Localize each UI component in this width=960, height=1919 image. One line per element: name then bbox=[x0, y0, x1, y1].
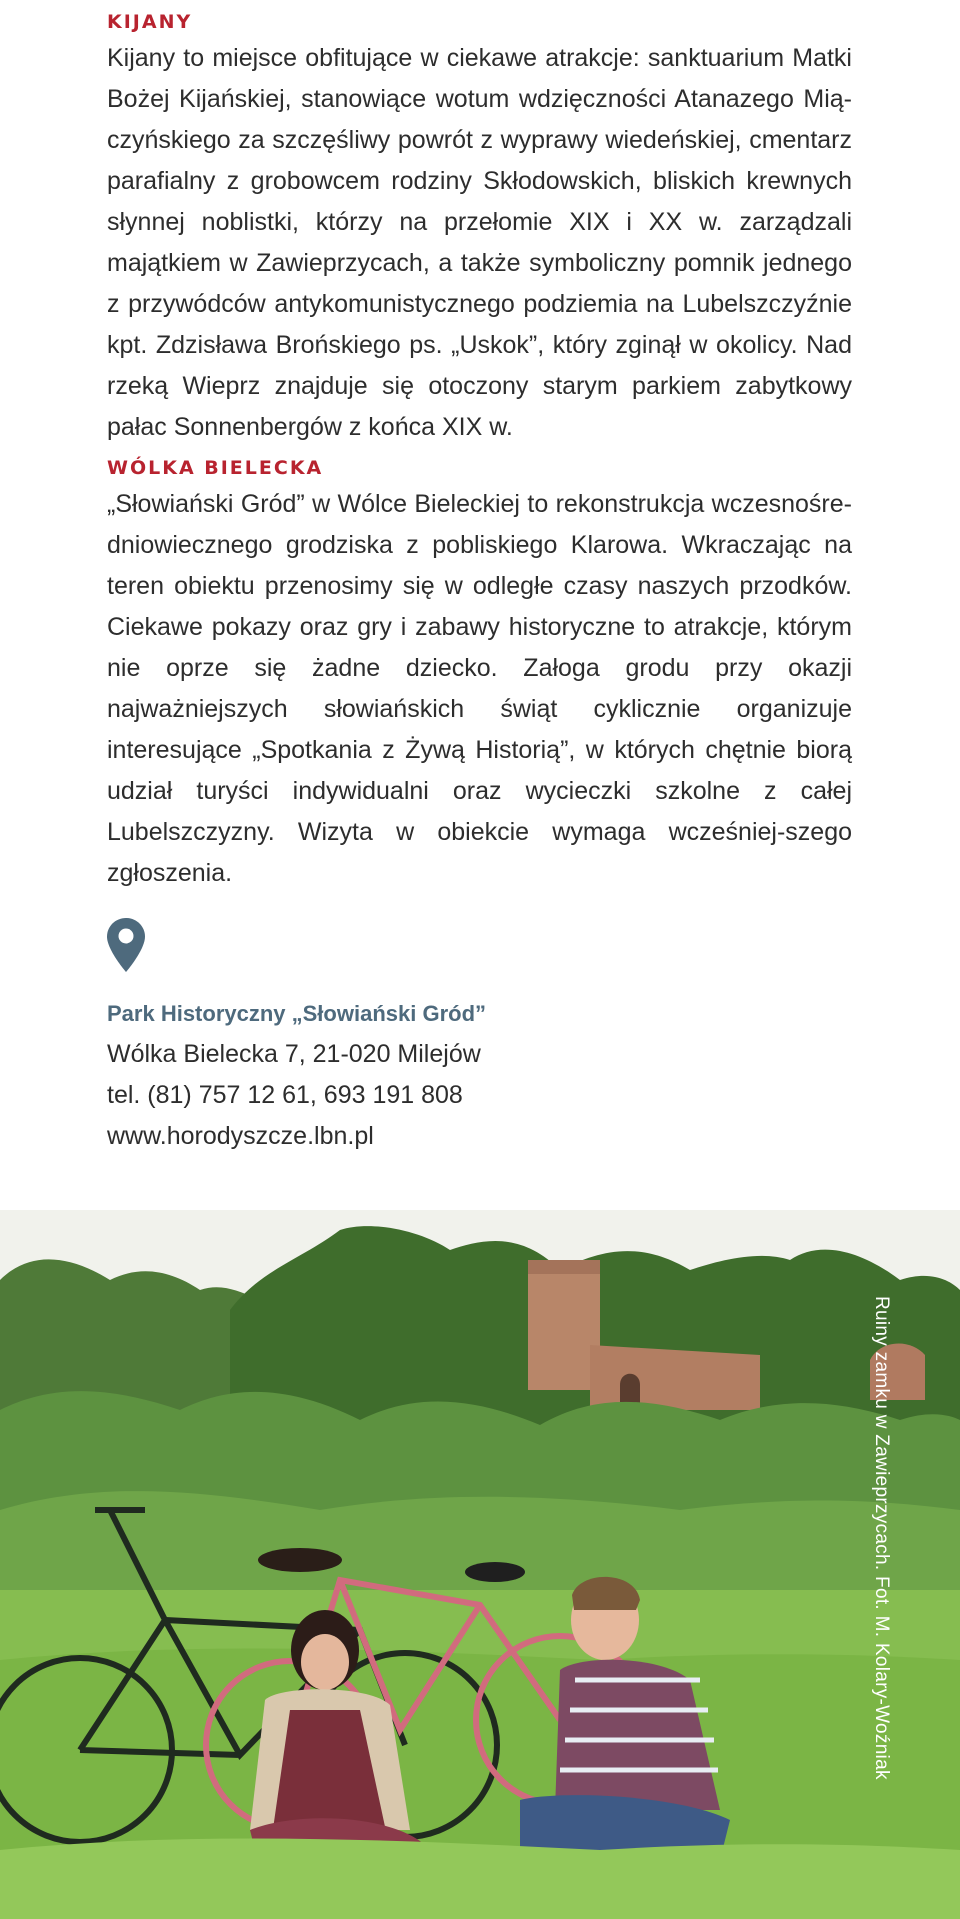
location-pin-icon bbox=[107, 918, 145, 972]
section-heading-kijany: KIJANY bbox=[107, 11, 193, 33]
contact-website[interactable]: www.horodyszcze.lbn.pl bbox=[107, 1122, 374, 1150]
photo-caption: Ruiny zamku w Zawieprzycach. Fot. M. Kolary-Woźniak bbox=[871, 1296, 892, 1780]
section-text-kijany: Kijany to miejsce obfitujące w ciekawe atrakcje: sanktuarium Matki Bożej Kijańskiej, stanowiące wotum wdzięczności Atanazego Mią-czyńskiego za szczęśliwy powrót z wyprawy wiedeńskiej, cmentarz parafialny z grobowcem rodziny Skłodowskich, bliskich krewnych słynnej noblistki, którzy na przełomie XIX i XX w. zarządzali majątkiem w Zawieprzycach, a także symboliczny pomnik jednego z przywódców antykomunistycznego podziemia na Lubelszczyźnie kpt. Zdzisława Brońskiego ps. „Uskok”, który zginął w okolicy. Nad rzeką Wieprz znajduje się otoczony starym parkiem zabytkowy pałac Sonnenbergów z końca XIX w. bbox=[107, 44, 852, 441]
contact-address: Wólka Bielecka 7, 21-020 Milejów bbox=[107, 1040, 481, 1068]
section-heading-wolka-bielecka: WÓLKA BIELECKA bbox=[107, 457, 324, 479]
contact-block bbox=[107, 994, 852, 1157]
article-content bbox=[107, 8, 852, 1157]
section-text-wolka-bielecka: „Słowiański Gród” w Wólce Bieleckiej to rekonstrukcja wczesnośre-dniowiecznego grodziska z pobliskiego Klarowa. Wkraczając na teren obiektu przenosimy się w odległe czasy naszych przodków. Ciekawe pokazy oraz gry i zabawy historyczne to atrakcje, którym nie oprze się żadne dziecko. Załoga grodu przy okazji najważniejszych słowiańskich świąt cyklicznie organizuje interesujące „Spotkania z Żywą Historią”, w których chętnie biorą udział turyści indywidualni oraz wycieczki szkolne z całej Lubelszczyzny. Wizyta w obiekcie wymaga wcześniej-szego zgłoszenia. bbox=[107, 490, 852, 887]
photo-castle-ruins-cyclists bbox=[0, 1210, 960, 1919]
contact-name: Park Historyczny „Słowiański Gród” bbox=[107, 1001, 487, 1026]
contact-phone: tel. (81) 757 12 61, 693 191 808 bbox=[107, 1081, 463, 1109]
